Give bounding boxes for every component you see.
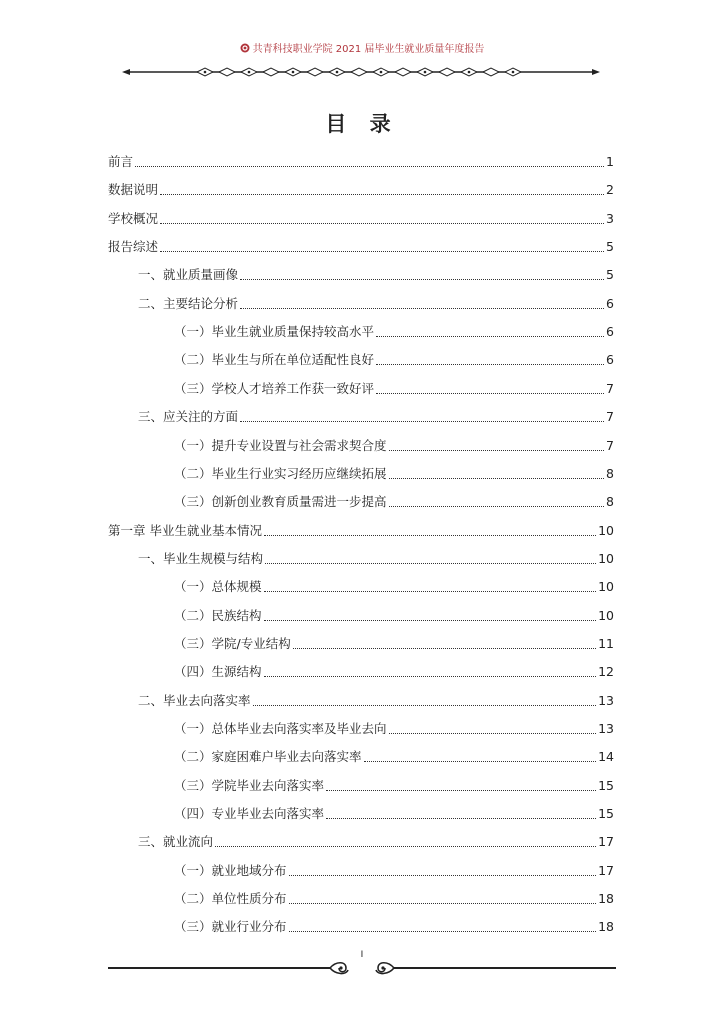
- toc-entry[interactable]: [174, 312, 614, 340]
- toc-entry-label: （三）学院毕业去向落实率: [174, 777, 325, 793]
- toc-entry-page-number: 6: [606, 295, 614, 311]
- toc-entry-label: （二）民族结构: [174, 607, 262, 623]
- toc-entry-label: 三、就业流向: [138, 834, 214, 850]
- toc-entry-label: 学校概况: [108, 210, 159, 226]
- page-number: I: [360, 950, 364, 960]
- toc-entry-page-number: 3: [606, 210, 614, 226]
- footer-ornament-divider: [108, 958, 616, 978]
- toc-entry[interactable]: [174, 567, 614, 595]
- toc-entry-label: （四）生源结构: [174, 664, 262, 680]
- header-ornament-divider: [122, 64, 600, 80]
- toc-dot-leader: [135, 165, 604, 167]
- toc-entry-label: （三）学院/专业结构: [174, 635, 291, 651]
- toc-entry[interactable]: [138, 255, 614, 283]
- toc-entry-label: 数据说明: [108, 182, 159, 198]
- toc-entry-page-number: 6: [606, 324, 614, 340]
- toc-entry-label: （二）毕业生与所在单位适配性良好: [174, 352, 375, 368]
- toc-entry[interactable]: [174, 624, 614, 652]
- header-text: 共青科技职业学院 2021 届毕业生就业质量年度报告: [252, 44, 485, 55]
- toc-entry[interactable]: [108, 199, 614, 227]
- toc-entry-page-number: 17: [598, 834, 614, 850]
- toc-dot-leader: [376, 392, 604, 394]
- toc-dot-leader: [240, 420, 604, 422]
- toc-entry-label: （一）总体毕业去向落实率及毕业去向: [174, 721, 387, 736]
- toc-entry-page-number: 5: [606, 267, 614, 283]
- toc-dot-leader: [293, 647, 596, 649]
- toc-entry-label: 一、毕业生规模与结构: [138, 550, 264, 566]
- toc-entry-label: （四）专业毕业去向落实率: [174, 806, 325, 822]
- toc-entry[interactable]: [108, 170, 614, 198]
- toc-entry-page-number: 13: [598, 692, 614, 708]
- toc-entry-page-number: 7: [606, 380, 614, 396]
- toc-dot-leader: [389, 449, 605, 451]
- toc-entry-page-number: 7: [606, 437, 614, 453]
- toc-dot-leader: [160, 222, 604, 224]
- toc-entry-page-number: 10: [598, 579, 614, 595]
- toc-entry[interactable]: [138, 681, 614, 709]
- toc-entry[interactable]: [174, 652, 614, 680]
- toc-entry[interactable]: [108, 227, 614, 255]
- toc-entry-page-number: 17: [598, 862, 614, 878]
- toc-dot-leader: [240, 307, 604, 309]
- toc-entry-label: （二）家庭困难户毕业去向落实率: [174, 749, 362, 765]
- toc-dot-leader: [376, 363, 604, 365]
- toc-entry[interactable]: [174, 794, 614, 822]
- toc-entry[interactable]: [138, 397, 614, 425]
- toc-entry-label: 二、主要结论分析: [138, 295, 239, 311]
- toc-entry-page-number: 14: [598, 749, 614, 765]
- toc-dot-leader: [264, 590, 597, 592]
- toc-entry-label: （二）单位性质分布: [174, 891, 287, 907]
- toc-entry-page-number: 10: [598, 550, 614, 566]
- toc-dot-leader: [264, 534, 596, 536]
- toc-entry-page-number: 1: [606, 154, 614, 169]
- toc-entry[interactable]: [174, 879, 614, 907]
- toc-entry-page-number: 8: [606, 465, 614, 481]
- toc-entry-page-number: 7: [606, 409, 614, 425]
- toc-entry-label: 一、就业质量画像: [138, 267, 239, 283]
- toc-dot-leader: [264, 619, 597, 621]
- toc-entry-page-number: 15: [598, 806, 614, 822]
- toc-entry-page-number: 6: [606, 352, 614, 368]
- toc-dot-leader: [326, 817, 596, 819]
- toc-entry[interactable]: [174, 596, 614, 624]
- toc-dot-leader: [265, 562, 596, 564]
- toc-entry-label: （一）毕业生就业质量保持较高水平: [174, 324, 375, 340]
- toc-entry-label: 三、应关注的方面: [138, 409, 239, 425]
- toc-dot-leader: [289, 874, 597, 876]
- toc-dot-leader: [160, 193, 604, 195]
- toc-dot-leader: [389, 732, 597, 734]
- toc-dot-leader: [253, 704, 597, 706]
- toc-entry-page-number: 10: [598, 607, 614, 623]
- toc-dot-leader: [389, 477, 605, 479]
- toc-dot-leader: [364, 760, 597, 762]
- toc-entry-label: 二、毕业去向落实率: [138, 692, 251, 708]
- toc-entry-page-number: 11: [598, 635, 614, 651]
- toc-entry-label: （二）毕业生行业实习经历应继续拓展: [174, 465, 387, 481]
- toc-entry-label: 报告综述: [108, 239, 159, 255]
- toc-entry-page-number: 13: [598, 721, 614, 736]
- toc-dot-leader: [264, 675, 597, 677]
- toc-entry-page-number: 12: [598, 664, 614, 680]
- toc-entry-label: （三）创新创业教育质量需进一步提高: [174, 494, 387, 510]
- toc-entry[interactable]: [138, 822, 614, 850]
- toc-dot-leader: [160, 250, 604, 252]
- toc-dot-leader: [240, 278, 604, 280]
- toc-dot-leader: [289, 902, 597, 904]
- toc-dot-leader: [389, 505, 605, 507]
- toc-entry-label: 第一章 毕业生就业基本情况: [108, 522, 262, 538]
- toc-entry[interactable]: [174, 340, 614, 368]
- toc-entry[interactable]: [108, 142, 614, 170]
- toc-entry-page-number: 10: [598, 522, 614, 538]
- toc-entry[interactable]: [174, 907, 614, 935]
- toc-entry[interactable]: [174, 454, 614, 482]
- toc-entry[interactable]: [174, 426, 614, 454]
- toc-entry-label: （三）就业行业分布: [174, 919, 287, 935]
- toc-entry[interactable]: [174, 766, 614, 794]
- toc-entry[interactable]: [174, 709, 614, 737]
- school-seal-icon: [240, 43, 250, 53]
- toc-entry-label: （一）提升专业设置与社会需求契合度: [174, 437, 387, 453]
- toc-entry[interactable]: [138, 284, 614, 312]
- toc-title: 目 录: [325, 112, 399, 136]
- toc-entry[interactable]: [174, 482, 614, 510]
- toc-entry-label: （三）学校人才培养工作获一致好评: [174, 380, 375, 396]
- toc-dot-leader: [326, 789, 596, 791]
- toc-entry-page-number: 2: [606, 182, 614, 198]
- toc-entry-label: （一）总体规模: [174, 579, 262, 595]
- toc-entry-page-number: 18: [598, 919, 614, 935]
- toc-entry-label: （一）就业地域分布: [174, 862, 287, 878]
- toc-dot-leader: [215, 845, 596, 847]
- toc-entry-label: 前言: [108, 154, 134, 169]
- toc-entry[interactable]: [174, 737, 614, 765]
- toc-entry[interactable]: [174, 369, 614, 397]
- toc-dot-leader: [376, 335, 604, 337]
- page-header: [0, 40, 724, 55]
- toc-entry[interactable]: [108, 511, 614, 539]
- toc-entry[interactable]: [174, 851, 614, 879]
- toc-entry-page-number: 8: [606, 494, 614, 510]
- toc-entry-page-number: 18: [598, 891, 614, 907]
- toc-entry[interactable]: [138, 539, 614, 567]
- toc-entry-page-number: 5: [606, 239, 614, 255]
- toc-entry-page-number: 15: [598, 777, 614, 793]
- toc-dot-leader: [289, 930, 597, 932]
